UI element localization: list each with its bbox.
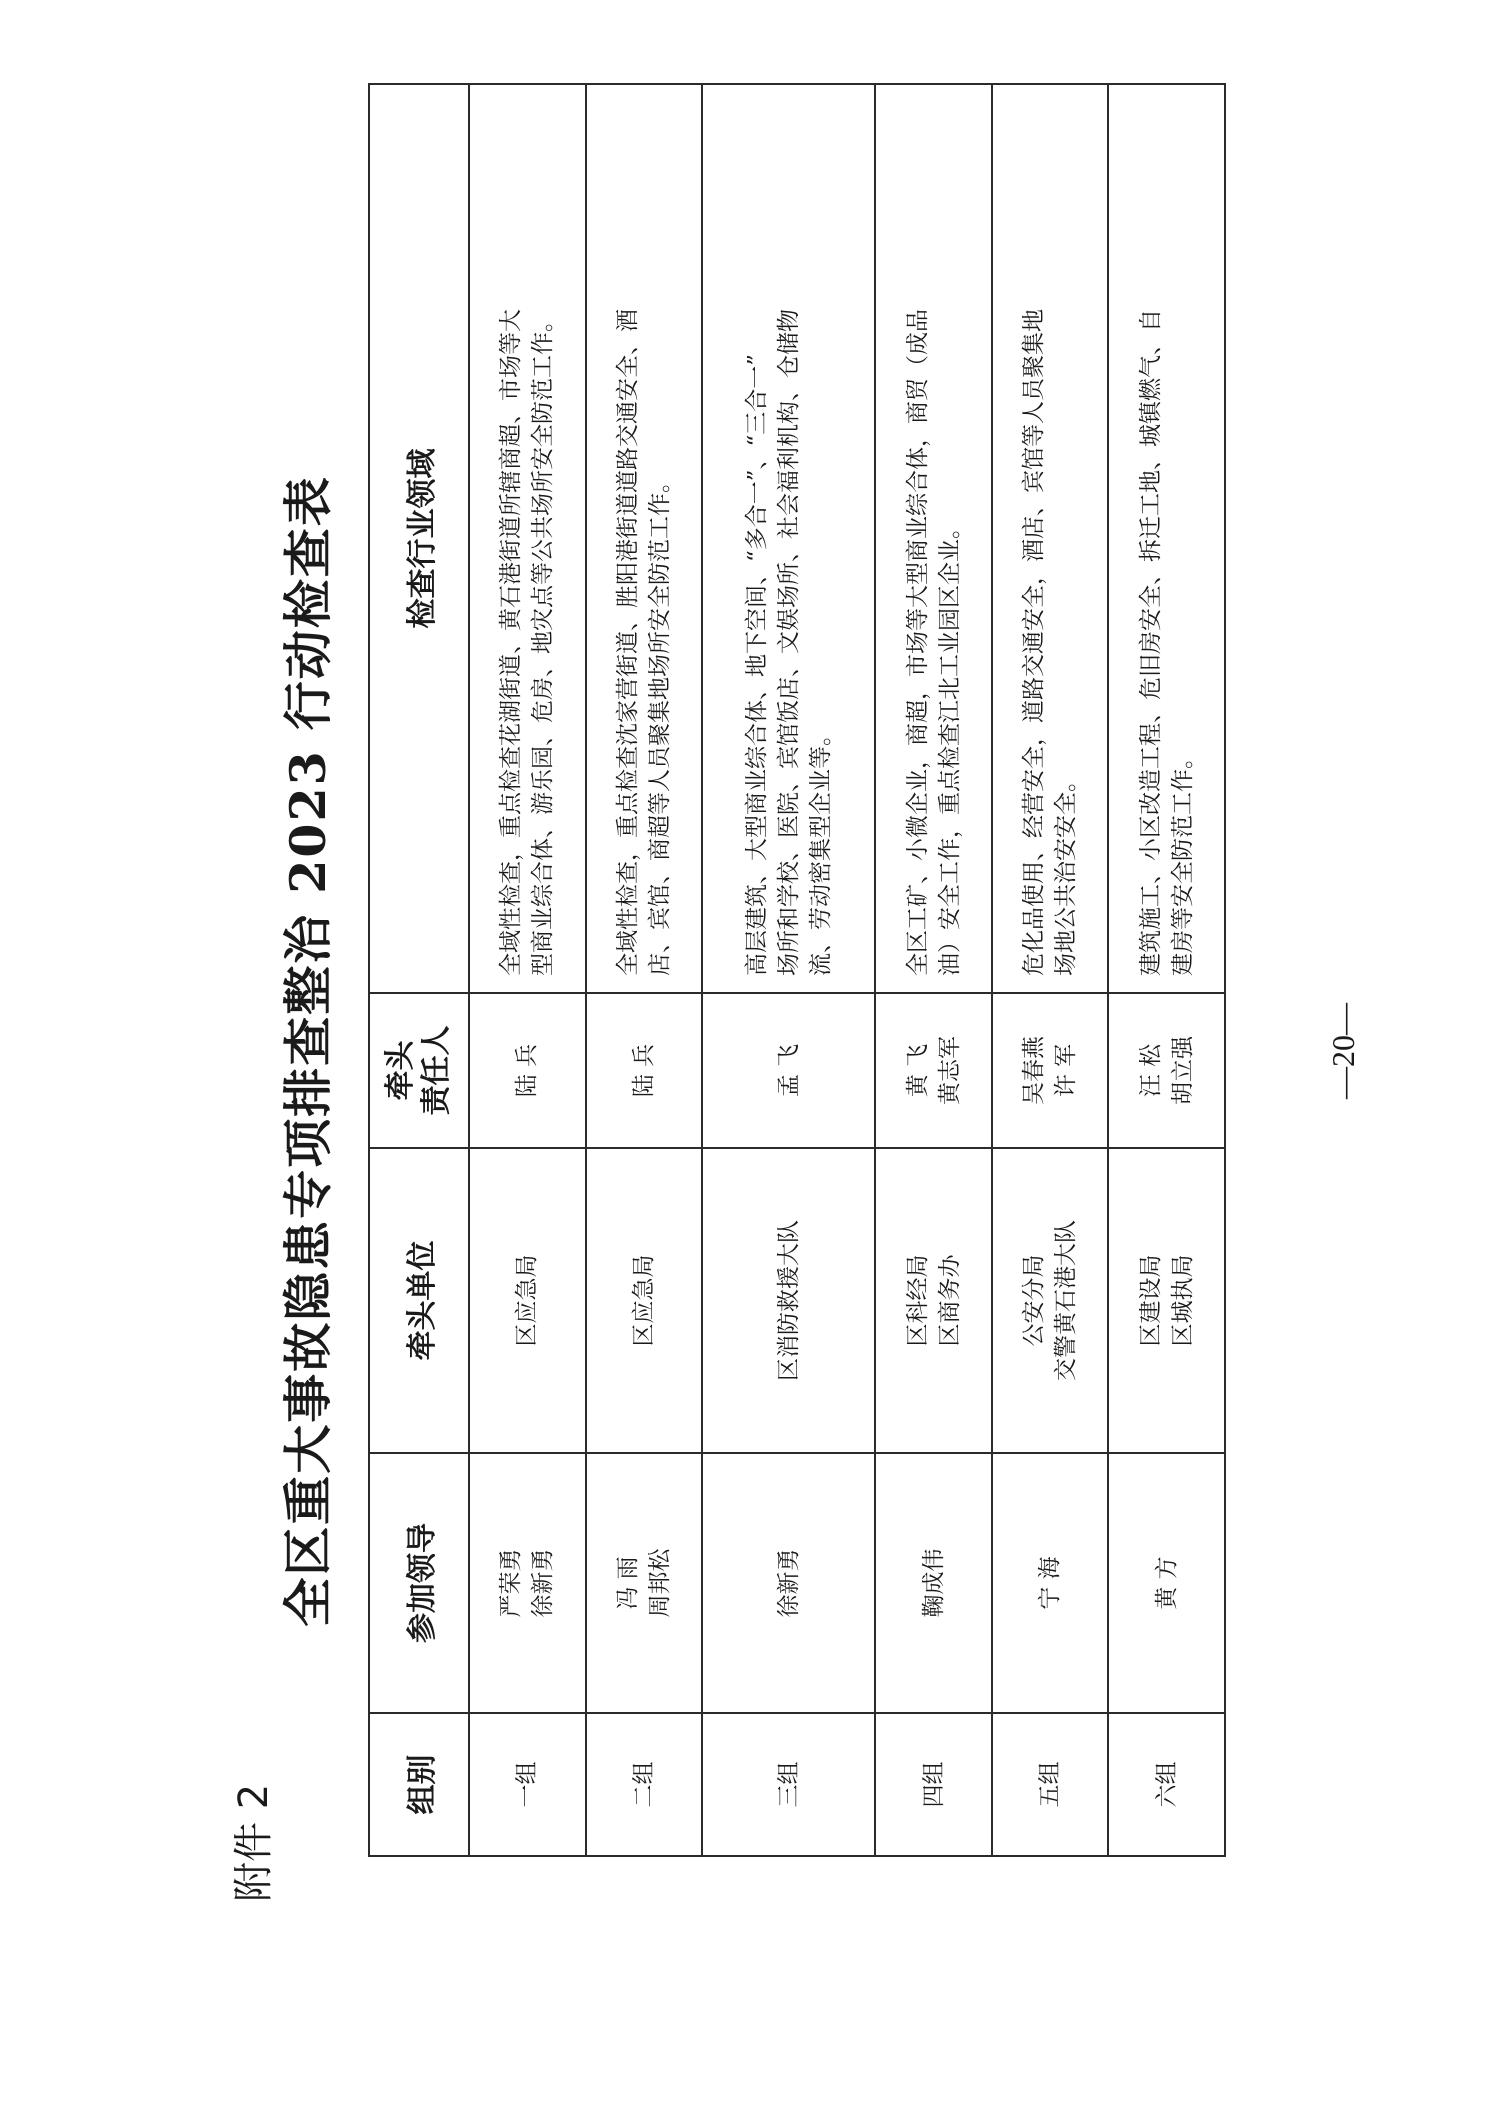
page-title: 全区重大事故隐患专项排查整治 2023 行动检查表 (279, 475, 337, 1627)
lead-unit-cell: 公安分局 交警黄石港大队 (992, 1148, 1109, 1453)
header-responsible-line1: 牵头 (383, 1040, 418, 1101)
leaders-cell: 严荣勇 徐新勇 (469, 1453, 586, 1713)
header-scope: 检查行业领域 (369, 84, 469, 993)
responsible-cell: 黄 飞 黄志军 (875, 993, 992, 1148)
responsible-cell: 陆 兵 (586, 993, 703, 1148)
table-row (875, 84, 992, 1856)
leaders-cell: 徐新勇 (702, 1453, 875, 1713)
table-row (586, 84, 703, 1856)
scope-cell: 全域性检查，重点检查沈家营街道、胜阳港街道道路交通安全、酒 店、宾馆、商超等人员聚集地场所安全防范工作。 (586, 84, 703, 993)
table-row (702, 84, 875, 1856)
table-row (992, 84, 1109, 1856)
scope-cell: 建筑施工、小区改造工程、危旧房安全、拆迁工地、城镇燃气、自 建房等安全防范工作。 (1108, 84, 1225, 993)
header-leaders: 参加领导 (369, 1453, 469, 1713)
inspection-table (368, 83, 1226, 1857)
scope-cell: 危化品使用、经营安全，道路交通安全，酒店、宾馆等人员聚集地 场地公共治安安全。 (992, 84, 1109, 993)
scope-cell: 高层建筑、大型商业综合体、地下空间、“多合一”、“三合一” 场所和学校、医院、宾馆饭店、文娱场所、社会福利机构、仓储物 流、劳动密集型企业等。 (702, 84, 875, 993)
leaders-cell: 冯 雨 周邦松 (586, 1453, 703, 1713)
header-responsible (369, 993, 469, 1148)
page-number: —20— (1325, 1003, 1361, 1099)
lead-unit-cell: 区消防救援大队 (702, 1148, 875, 1453)
responsible-cell: 吴春燕 许 军 (992, 993, 1109, 1148)
responsible-cell: 孟 飞 (702, 993, 875, 1148)
lead-unit-cell: 区应急局 (586, 1148, 703, 1453)
lead-unit-cell: 区科经局 区商务办 (875, 1148, 992, 1453)
table-row (469, 84, 586, 1856)
table-row (1108, 84, 1225, 1856)
group-cell: 六组 (1108, 1713, 1225, 1856)
group-cell: 二组 (586, 1713, 703, 1856)
scope-cell: 全区工矿、小微企业，商超，市场等大型商业综合体，商贸（成品 油）安全工作，重点检查江北工业园区企业。 (875, 84, 992, 993)
leaders-cell: 宁 海 (992, 1453, 1109, 1713)
leaders-cell: 黄 方 (1108, 1453, 1225, 1713)
lead-unit-cell: 区建设局 区城执局 (1108, 1148, 1225, 1453)
header-group: 组别 (369, 1713, 469, 1856)
group-cell: 三组 (702, 1713, 875, 1856)
group-cell: 五组 (992, 1713, 1109, 1856)
header-lead-unit: 牵头单位 (369, 1148, 469, 1453)
responsible-cell: 陆 兵 (469, 993, 586, 1148)
responsible-cell: 汪 松 胡立强 (1108, 993, 1225, 1148)
leaders-cell: 鞠成伟 (875, 1453, 992, 1713)
table-header-row (369, 84, 469, 1856)
annex-label: 附件 2 (231, 1783, 277, 1902)
header-responsible-line2: 责任人 (419, 1025, 454, 1116)
lead-unit-cell: 区应急局 (469, 1148, 586, 1453)
group-cell: 四组 (875, 1713, 992, 1856)
group-cell: 一组 (469, 1713, 586, 1856)
scope-cell: 全域性检查，重点检查花湖街道、黄石港街道所辖商超、市场等大 型商业综合体、游乐园、危房、地灾点等公共场所安全防范工作。 (469, 84, 586, 993)
